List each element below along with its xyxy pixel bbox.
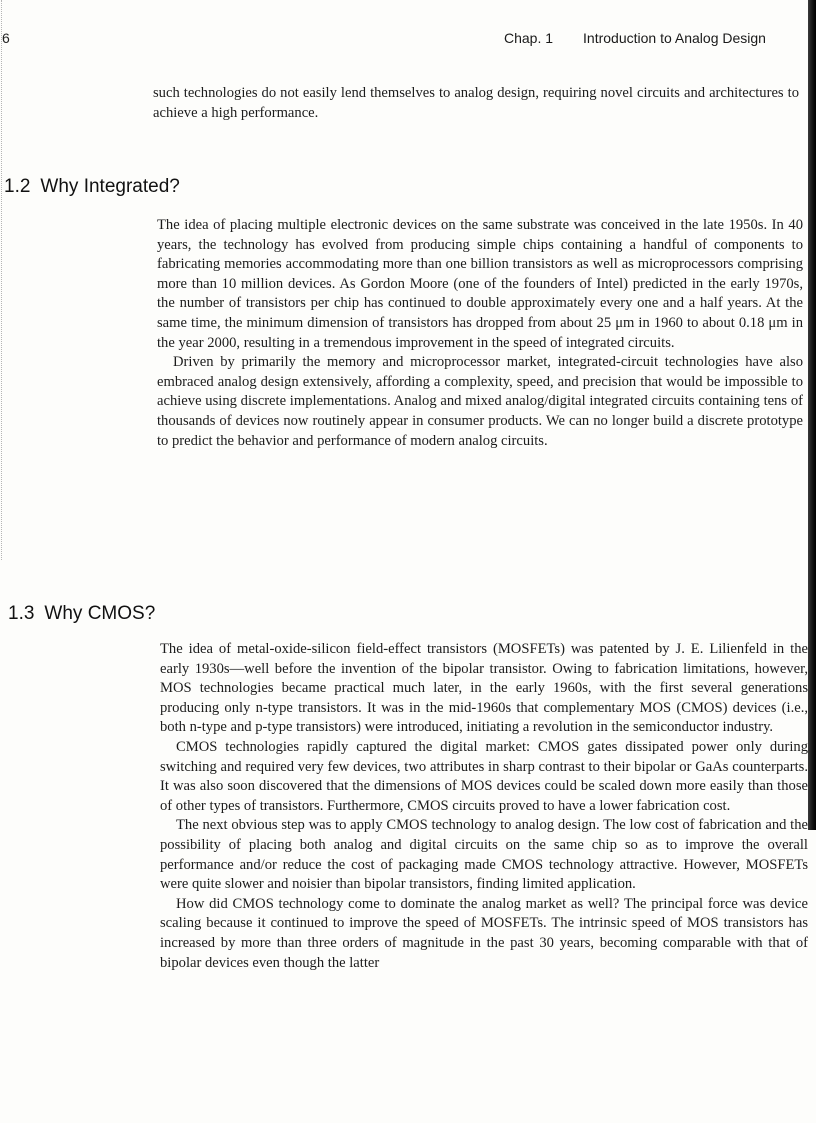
section-why-cmos-body bbox=[160, 640, 808, 973]
paragraph: The next obvious step was to apply CMOS technology to analog design. The low cost of fabrication and the possibility of placing both analog and digital circuits on the same chip so as to improve the overall performance and/or reduce the cost of packaging made CMOS technology attractive. However, MOSFETs were quite slower and noisier than bipolar transistors, finding limited application. bbox=[160, 817, 808, 893]
running-head-chapter: Chap. 1 bbox=[504, 30, 554, 46]
section-title: Why Integrated? bbox=[40, 176, 180, 197]
section-heading-why-integrated bbox=[4, 176, 180, 198]
section-number: 1.2 bbox=[4, 176, 31, 197]
binding-edge-shadow bbox=[808, 0, 816, 830]
running-head-title: Introduction to Analog Design bbox=[583, 30, 766, 46]
section-number: 1.3 bbox=[8, 603, 35, 624]
page-number: 6 bbox=[2, 30, 10, 46]
section-why-integrated-body bbox=[157, 216, 803, 451]
paragraph: Driven by primarily the memory and microprocessor market, integrated-circuit technologies have also embraced analog design extensively, affording a complexity, speed, and precision that would be impossible to achieve using discrete implementations. Analog and mixed analog/digital integrated circuits containing tens of thousands of devices now routinely appear in consumer products. We can no longer build a discrete prototype to predict the behavior and performance of modern analog circuits. bbox=[157, 354, 803, 449]
section-title: Why CMOS? bbox=[44, 603, 156, 624]
paragraph: The idea of placing multiple electronic devices on the same substrate was conceived in the late 1950s. In 40 years, the technology has evolved from producing simple chips containing a handful of components to fabricating memories accommodating more than one billion transistors as well as microprocessors comprising more than 10 million devices. As Gordon Moore (one of the founders of Intel) predicted in the early 1970s, the number of transistors per chip has continued to double approximately every one and a half years. At the same time, the minimum dimension of transistors has dropped from about 25 μm in 1960 to about 0.18 μm in the year 2000, resulting in a tremendous improvement in the speed of integrated circuits. bbox=[157, 217, 803, 351]
scan-edge-marks bbox=[1, 0, 4, 560]
section-heading-why-cmos bbox=[8, 603, 155, 625]
paragraph: CMOS technologies rapidly captured the digital market: CMOS gates dissipated power only during switching and required very few devices, two attributes in sharp contrast to their bipolar or GaAs counterparts. It was also soon discovered that the dimensions of MOS devices could be scaled down more easily than those of other types of transistors. Furthermore, CMOS circuits proved to have a lower fabrication cost. bbox=[160, 738, 808, 814]
running-head bbox=[504, 30, 804, 46]
intro-paragraph: such technologies do not easily lend themselves to analog design, requiring novel circuits and architectures to achieve a high performance. bbox=[153, 85, 799, 121]
paragraph: How did CMOS technology come to dominate the analog market as well? The principal force was device scaling because it continued to improve the speed of MOSFETs. The intrinsic speed of MOS transistors has increased by more than three orders of magnitude in the past 30 years, becoming comparable with that of bipolar devices even though the latter bbox=[160, 895, 808, 971]
paragraph: The idea of metal-oxide-silicon field-effect transistors (MOSFETs) was patented by J. E. Lilienfeld in the early 1930s—well before the invention of the bipolar transistor. Owing to fabrication limitations, however, MOS technologies became practical much later, in the early 1960s, with the first several generations producing only n-type transistors. It was in the mid-1960s that complementary MOS (CMOS) devices (i.e., both n-type and p-type transistors) were introduced, initiating a revolution in the semiconductor industry. bbox=[160, 641, 808, 736]
